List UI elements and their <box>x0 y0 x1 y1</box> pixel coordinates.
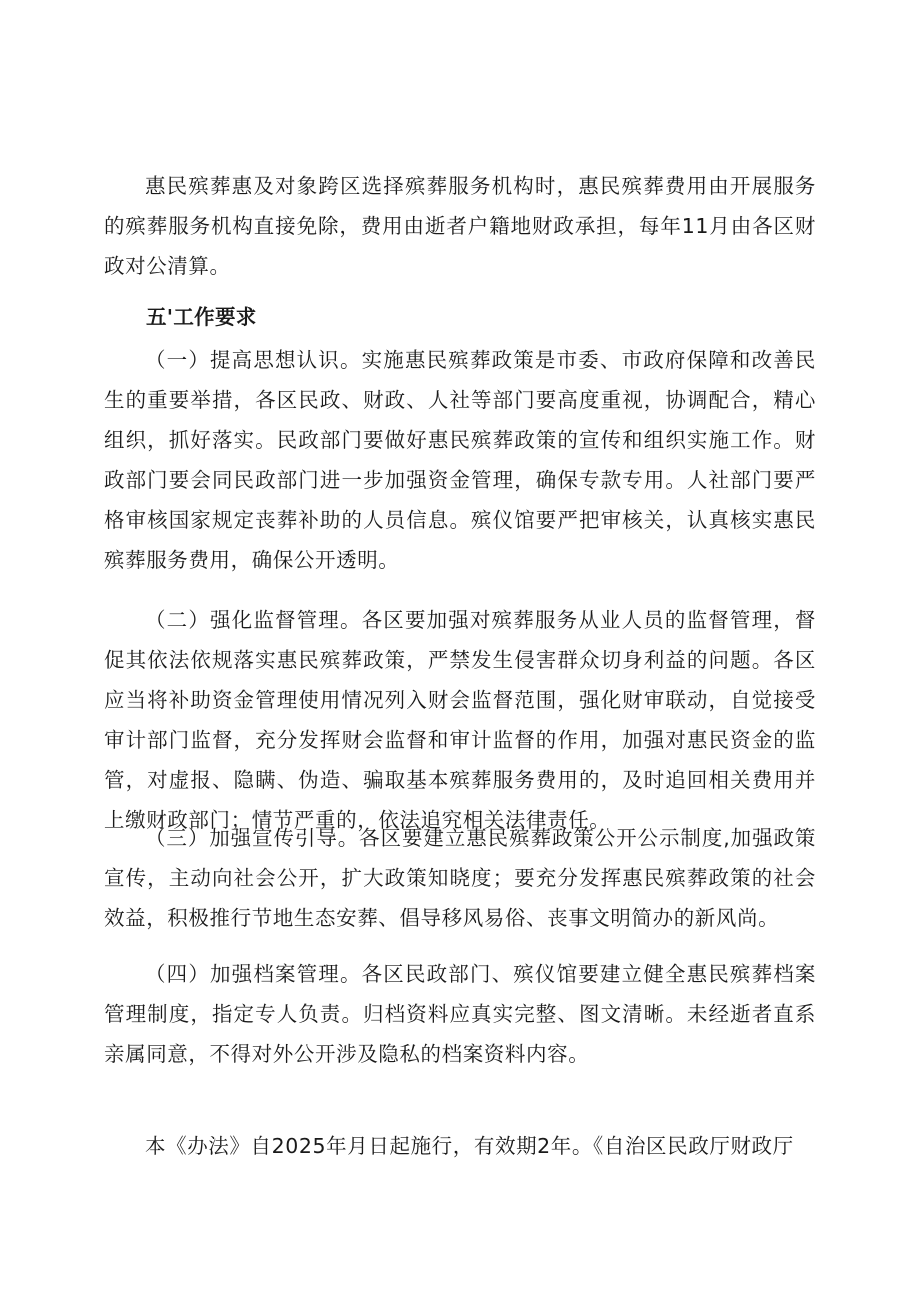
paragraph-supervision-management: （二）强化监督管理。各区要加强对殡葬服务从业人员的监督管理，督促其依法依规落实惠民殡葬政策，严禁发生侵害群众切身利益的问题。各区应当将补助资金管理使用情况列入财会监督范围，强化财审联动，自觉接受审计部门监督，充分发挥财会监督和审计监督的作用，加强对惠民资金的监管，对虚报、隐瞒、伪造、骗取基本殡葬服务费用的，及时追回相关费用并上缴财政部门；情节严重的，依法追究相关法律责任。 <box>104 608 816 832</box>
section-heading-work-requirements: 五'工作要求 <box>146 305 257 329</box>
paragraph-effective-date: 本《办法》自2025年月日起施行，有效期2年。《自治区民政厅财政厅 <box>145 1134 794 1158</box>
paragraph-archive-management: （四）加强档案管理。各区民政部门、殡仪馆要建立健全惠民殡葬档案管理制度，指定专人负责。归档资料应真实完整、图文清晰。未经逝者直系亲属同意，不得对外公开涉及隐私的档案资料内容。 <box>104 962 816 1066</box>
paragraph-publicity-guidance: （三）加强宣传引导。各区要建立惠民殡葬政策公开公示制度,加强政策宣传，主动向社会公开，扩大政策知晓度；要充分发挥惠民殡葬政策的社会效益，积极推行节地生态安葬、倡导移风易俗、丧事文明简办的新风尚。 <box>104 826 816 930</box>
paragraph-raise-awareness: （一）提高思想认识。实施惠民殡葬政策是市委、市政府保障和改善民生的重要举措，各区民政、财政、人社等部门要高度重视，协调配合，精心组织，抓好落实。民政部门要做好惠民殡葬政策的宣传和组织实施工作。财政部门要会同民政部门进一步加强资金管理，确保专款专用。人社部门要严格审核国家规定丧葬补助的人员信息。殡仪馆要严把审核关，认真核实惠民殡葬服务费用，确保公开透明。 <box>104 348 816 572</box>
paragraph-cross-district-settlement: 惠民殡葬惠及对象跨区选择殡葬服务机构时，惠民殡葬费用由开展服务的殡葬服务机构直接免除，费用由逝者户籍地财政承担，每年11月由各区财政对公清算。 <box>104 174 816 278</box>
